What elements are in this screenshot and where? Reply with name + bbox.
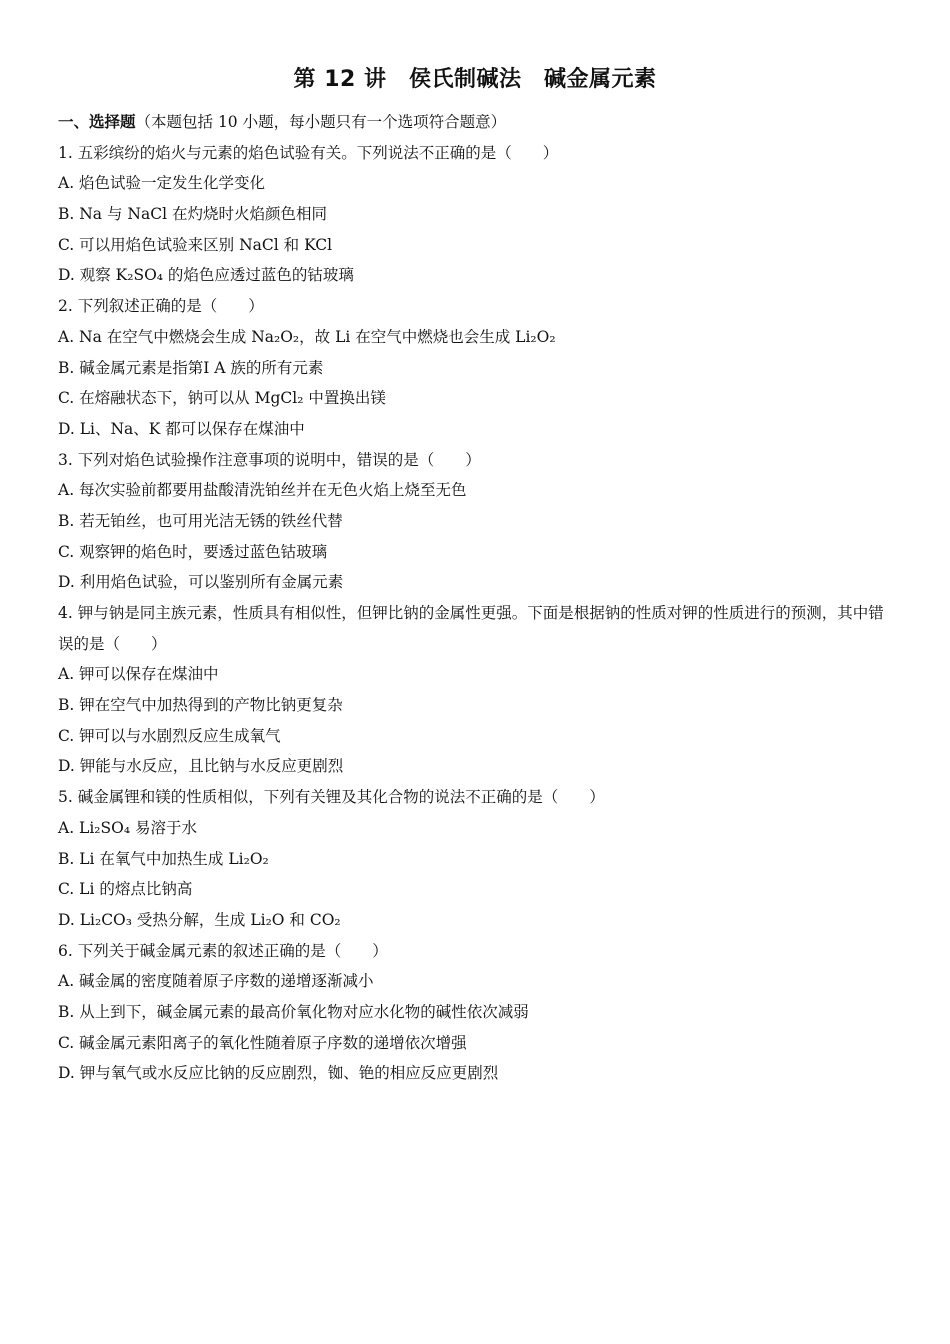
option-c: C. 可以用焰色试验来区别 NaCl 和 KCl (58, 235, 333, 254)
option-a: A. 每次实验前都要用盐酸清洗铂丝并在无色火焰上烧至无色 (58, 481, 467, 500)
option-a: A. 焰色试验一定发生化学变化 (58, 174, 266, 193)
option-a: A. 钾可以保存在煤油中 (58, 665, 219, 684)
option-b: B. 碱金属元素是指第Ⅰ A 族的所有元素 (58, 358, 324, 377)
option-b: B. 若无铂丝，也可用光洁无锈的铁丝代替 (58, 511, 343, 530)
option-d: D. 观察 K₂SO₄ 的焰色应透过蓝色的钴玻璃 (58, 266, 354, 285)
option-d: D. 钾能与水反应，且比钠与水反应更剧烈 (58, 757, 344, 776)
option-b: B. Li 在氧气中加热生成 Li₂O₂ (58, 849, 269, 868)
option-b: B. 钾在空气中加热得到的产物比钠更复杂 (58, 696, 343, 715)
option-d: D. Li、Na、K 都可以保存在煤油中 (58, 419, 305, 438)
section-heading: 一、选择题 (58, 113, 136, 131)
option-a: A. Li₂SO₄ 易溶于水 (58, 818, 197, 837)
question-stem: 1. 五彩缤纷的焰火与元素的焰色试验有关。下列说法不正确的是（ ） (58, 143, 559, 162)
section-header (58, 107, 898, 138)
option-c: C. 钾可以与水剧烈反应生成氧气 (58, 726, 281, 745)
option-d: D. Li₂CO₃ 受热分解，生成 Li₂O 和 CO₂ (58, 910, 341, 929)
question-stem: 4. 钾与钠是同主族元素，性质具有相似性，但钾比钠的金属性更强。下面是根据钠的性质对钾的性质进行的预测，其中错误的是（ ） (58, 604, 884, 653)
question-stem: 2. 下列叙述正确的是（ ） (58, 297, 264, 316)
option-c: C. 在熔融状态下，钠可以从 MgCl₂ 中置换出镁 (58, 389, 386, 408)
question-stem: 6. 下列关于碱金属元素的叙述正确的是（ ） (58, 941, 388, 960)
question-stem: 3. 下列对焰色试验操作注意事项的说明中，错误的是（ ） (58, 450, 481, 469)
option-b: B. 从上到下，碱金属元素的最高价氧化物对应水化物的碱性依次减弱 (58, 1002, 529, 1021)
option-a: A. 碱金属的密度随着原子序数的递增逐渐减小 (58, 972, 374, 991)
option-c: C. 观察钾的焰色时，要透过蓝色钴玻璃 (58, 542, 328, 561)
option-d: D. 利用焰色试验，可以鉴别所有金属元素 (58, 573, 344, 592)
question-list (58, 107, 898, 1089)
page-title: 第 12 讲 侯氏制碱法 碱金属元素 (293, 67, 657, 92)
option-b: B. Na 与 NaCl 在灼烧时火焰颜色相同 (58, 205, 327, 224)
option-a: A. Na 在空气中燃烧会生成 Na₂O₂，故 Li 在空气中燃烧也会生成 Li₂O₂ (58, 327, 556, 346)
question-stem: 5. 碱金属锂和镁的性质相似，下列有关锂及其化合物的说法不正确的是（ ） (58, 788, 605, 807)
option-c: C. Li 的熔点比钠高 (58, 880, 193, 899)
section-note: （本题包括 10 小题，每小题只有一个选项符合题意） (135, 113, 507, 131)
option-d: D. 钾与氧气或水反应比钠的反应剧烈，铷、铯的相应反应更剧烈 (58, 1064, 499, 1083)
option-c: C. 碱金属元素阳离子的氧化性随着原子序数的递增依次增强 (58, 1033, 467, 1052)
